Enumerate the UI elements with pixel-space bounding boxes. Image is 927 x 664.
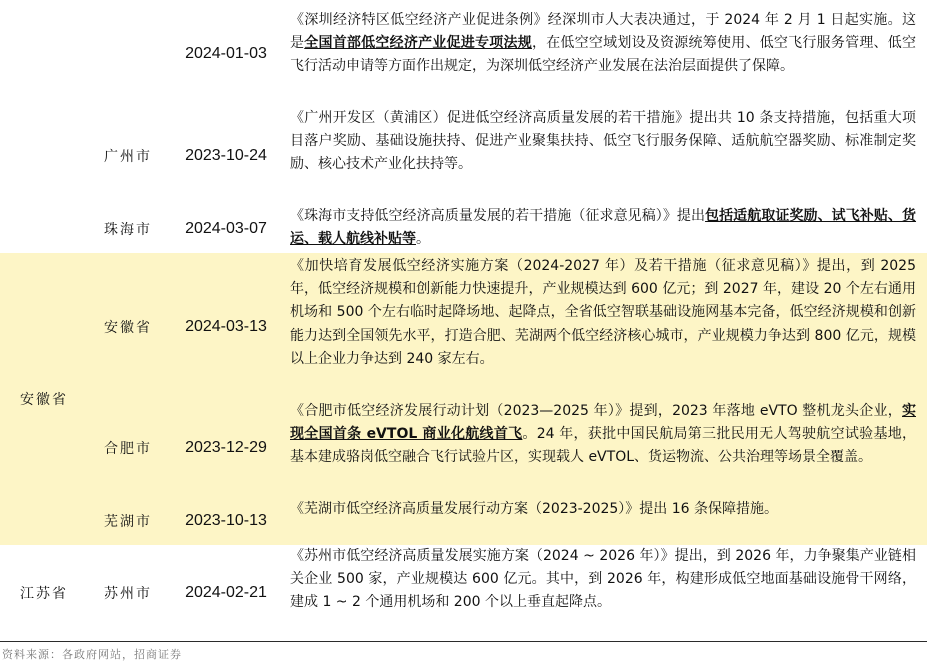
date-cell: 2024-03-07 <box>185 220 267 237</box>
city-cell: 合肥市 <box>104 441 152 457</box>
table-row <box>88 400 927 496</box>
province-cell: 江苏省 <box>20 585 68 602</box>
table-row <box>0 107 927 205</box>
table-bottom-rule <box>0 641 927 642</box>
description-cell: 《深圳经济特区低空经济产业促进条例》经深圳市人大表决通过，于 2024 年 2 月 1 日起实施。这是全国首部低空经济产业促进专项法规，在低空空域划设及资源统筹使用、低空飞行服务管理、低空飞行活动申请等方面作出规定，为深圳低空经济产业发展在法治层面提供了保障。 <box>290 12 917 75</box>
table-row <box>88 496 927 545</box>
description-cell: 《苏州市低空经济高质量发展实施方案（2024 ~ 2026 年）》提出，到 2026 年，力争聚集产业链相关企业 500 家，产业规模达 600 亿元。其中，到 2026 年，构建形成低空地面基础设施骨干网络，建成 1 ~ 2 个通用机场和 200 个以上垂直起降点。 <box>290 548 916 611</box>
table-row <box>0 0 927 107</box>
date-cell: 2023-10-13 <box>185 511 267 529</box>
city-cell: 芜湖市 <box>104 513 152 530</box>
date-cell: 2024-03-13 <box>185 317 267 335</box>
date-cell: 2024-01-03 <box>185 44 267 62</box>
description-cell: 《广州开发区（黄浦区）促进低空经济高质量发展的若干措施》提出共 10 条支持措施，包括重大项目落户奖励、基础设施扶持、促进产业聚集扶持、低空飞行服务保障、适航航空器奖励、标准制定奖励、核心技术产业化扶持等。 <box>290 110 916 173</box>
city-cell: 珠海市 <box>104 222 152 238</box>
emphasis-text: 包括适航取证奖励、试飞补贴、货运、载人航线补贴等 <box>290 208 917 248</box>
source-note: 资料来源：各政府网站，招商证券 <box>2 648 182 661</box>
city-cell: 广州市 <box>104 149 152 165</box>
table-row <box>0 205 927 253</box>
description-cell: 《合肥市低空经济发展行动计划（2023—2025 年）》提到，2023 年落地 eVTO 整机龙头企业，实现全国首条 eVTOL 商业化航线首飞。24 年，获批中国民航局第三批民用无人驾驶航空试验基地，基本建成骆岗低空融合飞行试验片区，实现载人 eVTOL、货运物流、公共治理等场景全覆盖。 <box>290 403 917 466</box>
date-cell: 2023-12-29 <box>185 439 267 456</box>
city-cell: 苏州市 <box>104 585 152 602</box>
city-cell: 安徽省 <box>104 319 152 336</box>
date-cell: 2024-02-21 <box>185 583 267 601</box>
table-row <box>0 545 927 640</box>
description-cell: 《芜湖市低空经济高质量发展行动方案（2023-2025）》提出 16 条保障措施。 <box>290 501 779 517</box>
table-row <box>88 253 927 400</box>
province-cell: 安徽省 <box>20 392 68 408</box>
emphasis-text: 实现全国首条 eVTOL 商业化航线首飞 <box>290 403 916 443</box>
date-cell: 2023-10-24 <box>185 147 267 164</box>
emphasis-text: 全国首部低空经济产业促进专项法规 <box>304 35 532 52</box>
description-cell: 《加快培育发展低空经济实施方案（2024-2027 年）及若干措施（征求意见稿）》提出，到 2025 年，低空经济规模和创新能力快速提升，产业规模达到 600 亿元；到 2027 年，建设 20 个左右通用机场和 500 个左右临时起降场地、起降点，全省低空智联基础设施网基本完备，低空经济规模和创新能力达到全国领先水平，打造合肥、芜湖两个低空经济核心城市，产业规模力争达到 800 亿元，规模以上企业力争达到 240 家左右。 <box>290 258 916 367</box>
description-cell: 《珠海市支持低空经济高质量发展的若干措施（征求意见稿）》提出包括适航取证奖励、试飞补贴、货运、载人航线补贴等。 <box>290 208 917 248</box>
